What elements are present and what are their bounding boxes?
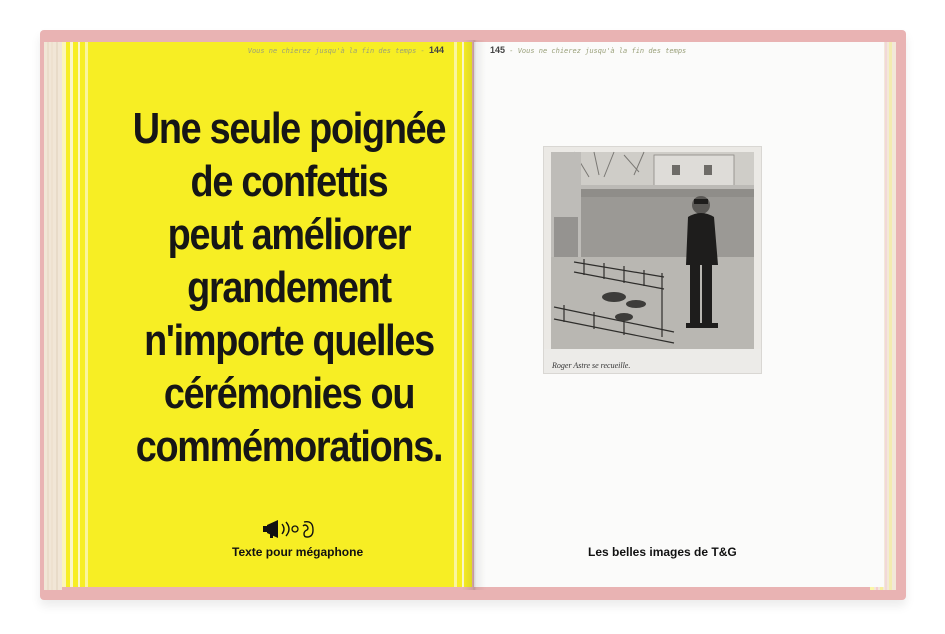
quote-line: Une seule poignée [132,104,446,153]
page-stripe [62,42,66,587]
page-stripe [85,42,88,587]
running-head-left: Vous ne chierez jusqu'à la fin des temps - 144 [247,45,444,55]
quote-line: commémorations. [135,422,443,471]
quote-line: de confettis [190,157,388,206]
page-number-left: 144 [428,45,444,55]
quote-line: peut améliorer [167,210,411,259]
quote-text [130,102,448,473]
quote-line: n'importe quelles [144,316,434,365]
running-head-right: 145 - Vous ne chierez jusqu'à la fin des temps [490,45,687,55]
megaphone-ear-icon [262,518,318,545]
newspaper-photo [543,146,762,374]
left-caption: Texte pour mégaphone [232,545,364,559]
quote-line: cérémonies ou [163,369,415,418]
book-gutter [462,40,486,590]
photo-caption: Roger Astre se recueille. [552,361,631,370]
page-stripe [78,42,80,587]
left-page-edges [44,42,62,590]
quote-line: grandement [187,263,391,312]
page-stripe [70,42,73,587]
page-stripe [454,42,457,587]
right-caption: Les belles images de T&G [588,545,737,559]
page-number-right: 145 [490,45,506,55]
